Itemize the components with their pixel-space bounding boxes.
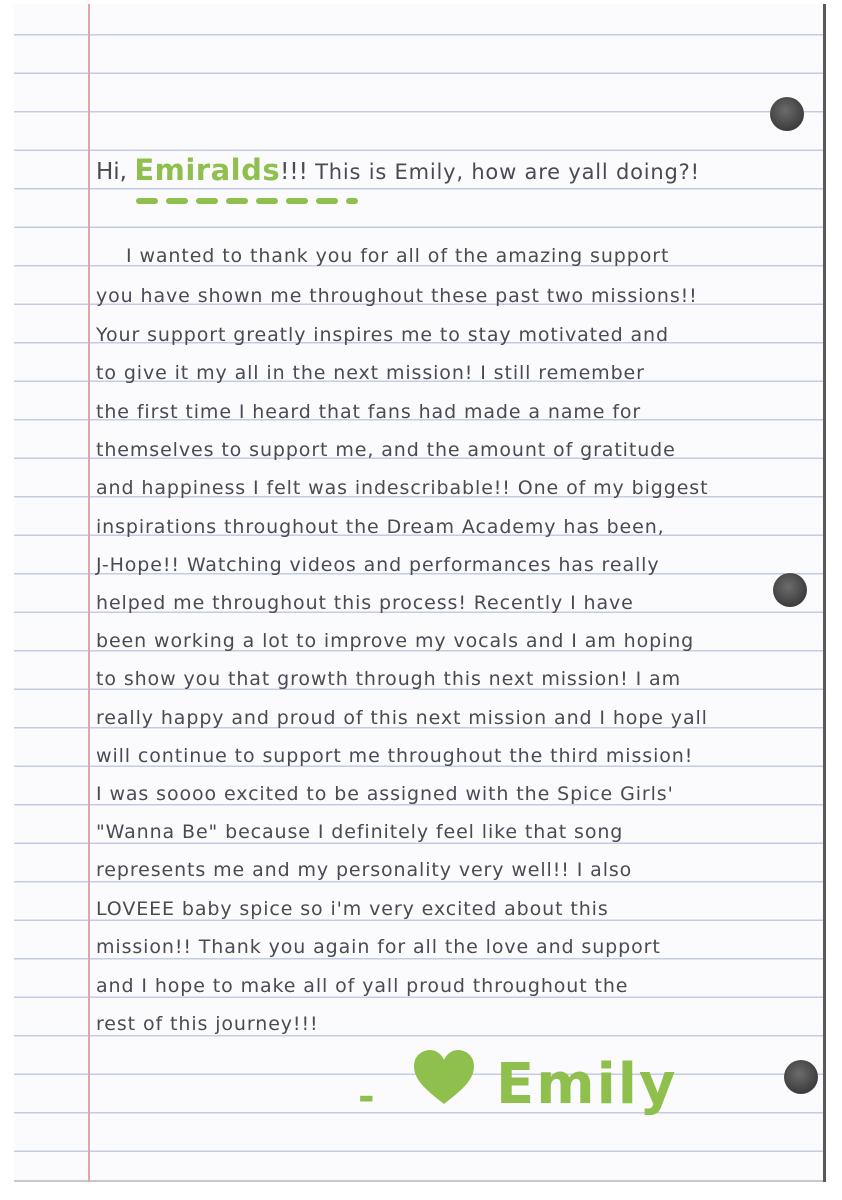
greeting-salutation: Hi,: [96, 159, 127, 185]
body-line: to give it my all in the next mission! I still remember: [96, 362, 645, 384]
body-line: themselves to support me, and the amount of gratitude: [96, 439, 676, 461]
heart-icon: [412, 1048, 476, 1106]
body-line: represents me and my personality very well!! I also: [96, 859, 633, 881]
binder-hole-middle: [773, 573, 807, 607]
paper-edge: [823, 4, 826, 1182]
signature-dash: -: [358, 1074, 375, 1120]
body-line: to show you that growth through this next mission! I am: [96, 668, 681, 690]
body-line: "Wanna Be" because I definitely feel like that song: [96, 821, 624, 843]
greeting-exclaim: !!!: [280, 159, 308, 185]
body-line: really happy and proud of this next mission and I hope yall: [96, 707, 708, 729]
signature: [350, 1038, 690, 1138]
signature-name: Emily: [496, 1052, 678, 1117]
body-line: Your support greatly inspires me to stay motivated and: [96, 324, 669, 346]
body-line: will continue to support me throughout the third mission!: [96, 745, 694, 767]
body-line: and happiness I felt was indescribable!! One of my biggest: [96, 477, 709, 499]
binder-hole-bottom: [784, 1060, 818, 1094]
body-line: I was soooo excited to be assigned with the Spice Girls': [96, 783, 674, 805]
margin-line: [88, 4, 90, 1182]
body-line: mission!! Thank you again for all the love and support: [96, 936, 661, 958]
body-line: I wanted to thank you for all of the amazing support: [126, 245, 670, 267]
body-line: J-Hope!! Watching videos and performances has really: [96, 554, 660, 576]
body-line: the first time I heard that fans had made a name for: [96, 401, 642, 423]
body-line: been working a lot to improve my vocals and I am hoping: [96, 630, 695, 652]
body-line: helped me throughout this process! Recently I have: [96, 592, 634, 614]
fandom-name: Emiralds: [134, 153, 281, 187]
greeting-rest: This is Emily, how are yall doing?!: [315, 160, 700, 184]
binder-hole-top: [770, 97, 804, 131]
body-line: and I hope to make all of yall proud throughout the: [96, 975, 629, 997]
letter-greeting: [96, 153, 700, 187]
body-line: inspirations throughout the Dream Academy has been,: [96, 516, 665, 538]
body-line: you have shown me throughout these past two missions!!: [96, 285, 698, 307]
body-line: LOVEEE baby spice so i'm very excited about this: [96, 898, 609, 920]
fandom-name-underline: [136, 195, 366, 207]
body-line: rest of this journey!!!: [96, 1013, 319, 1035]
